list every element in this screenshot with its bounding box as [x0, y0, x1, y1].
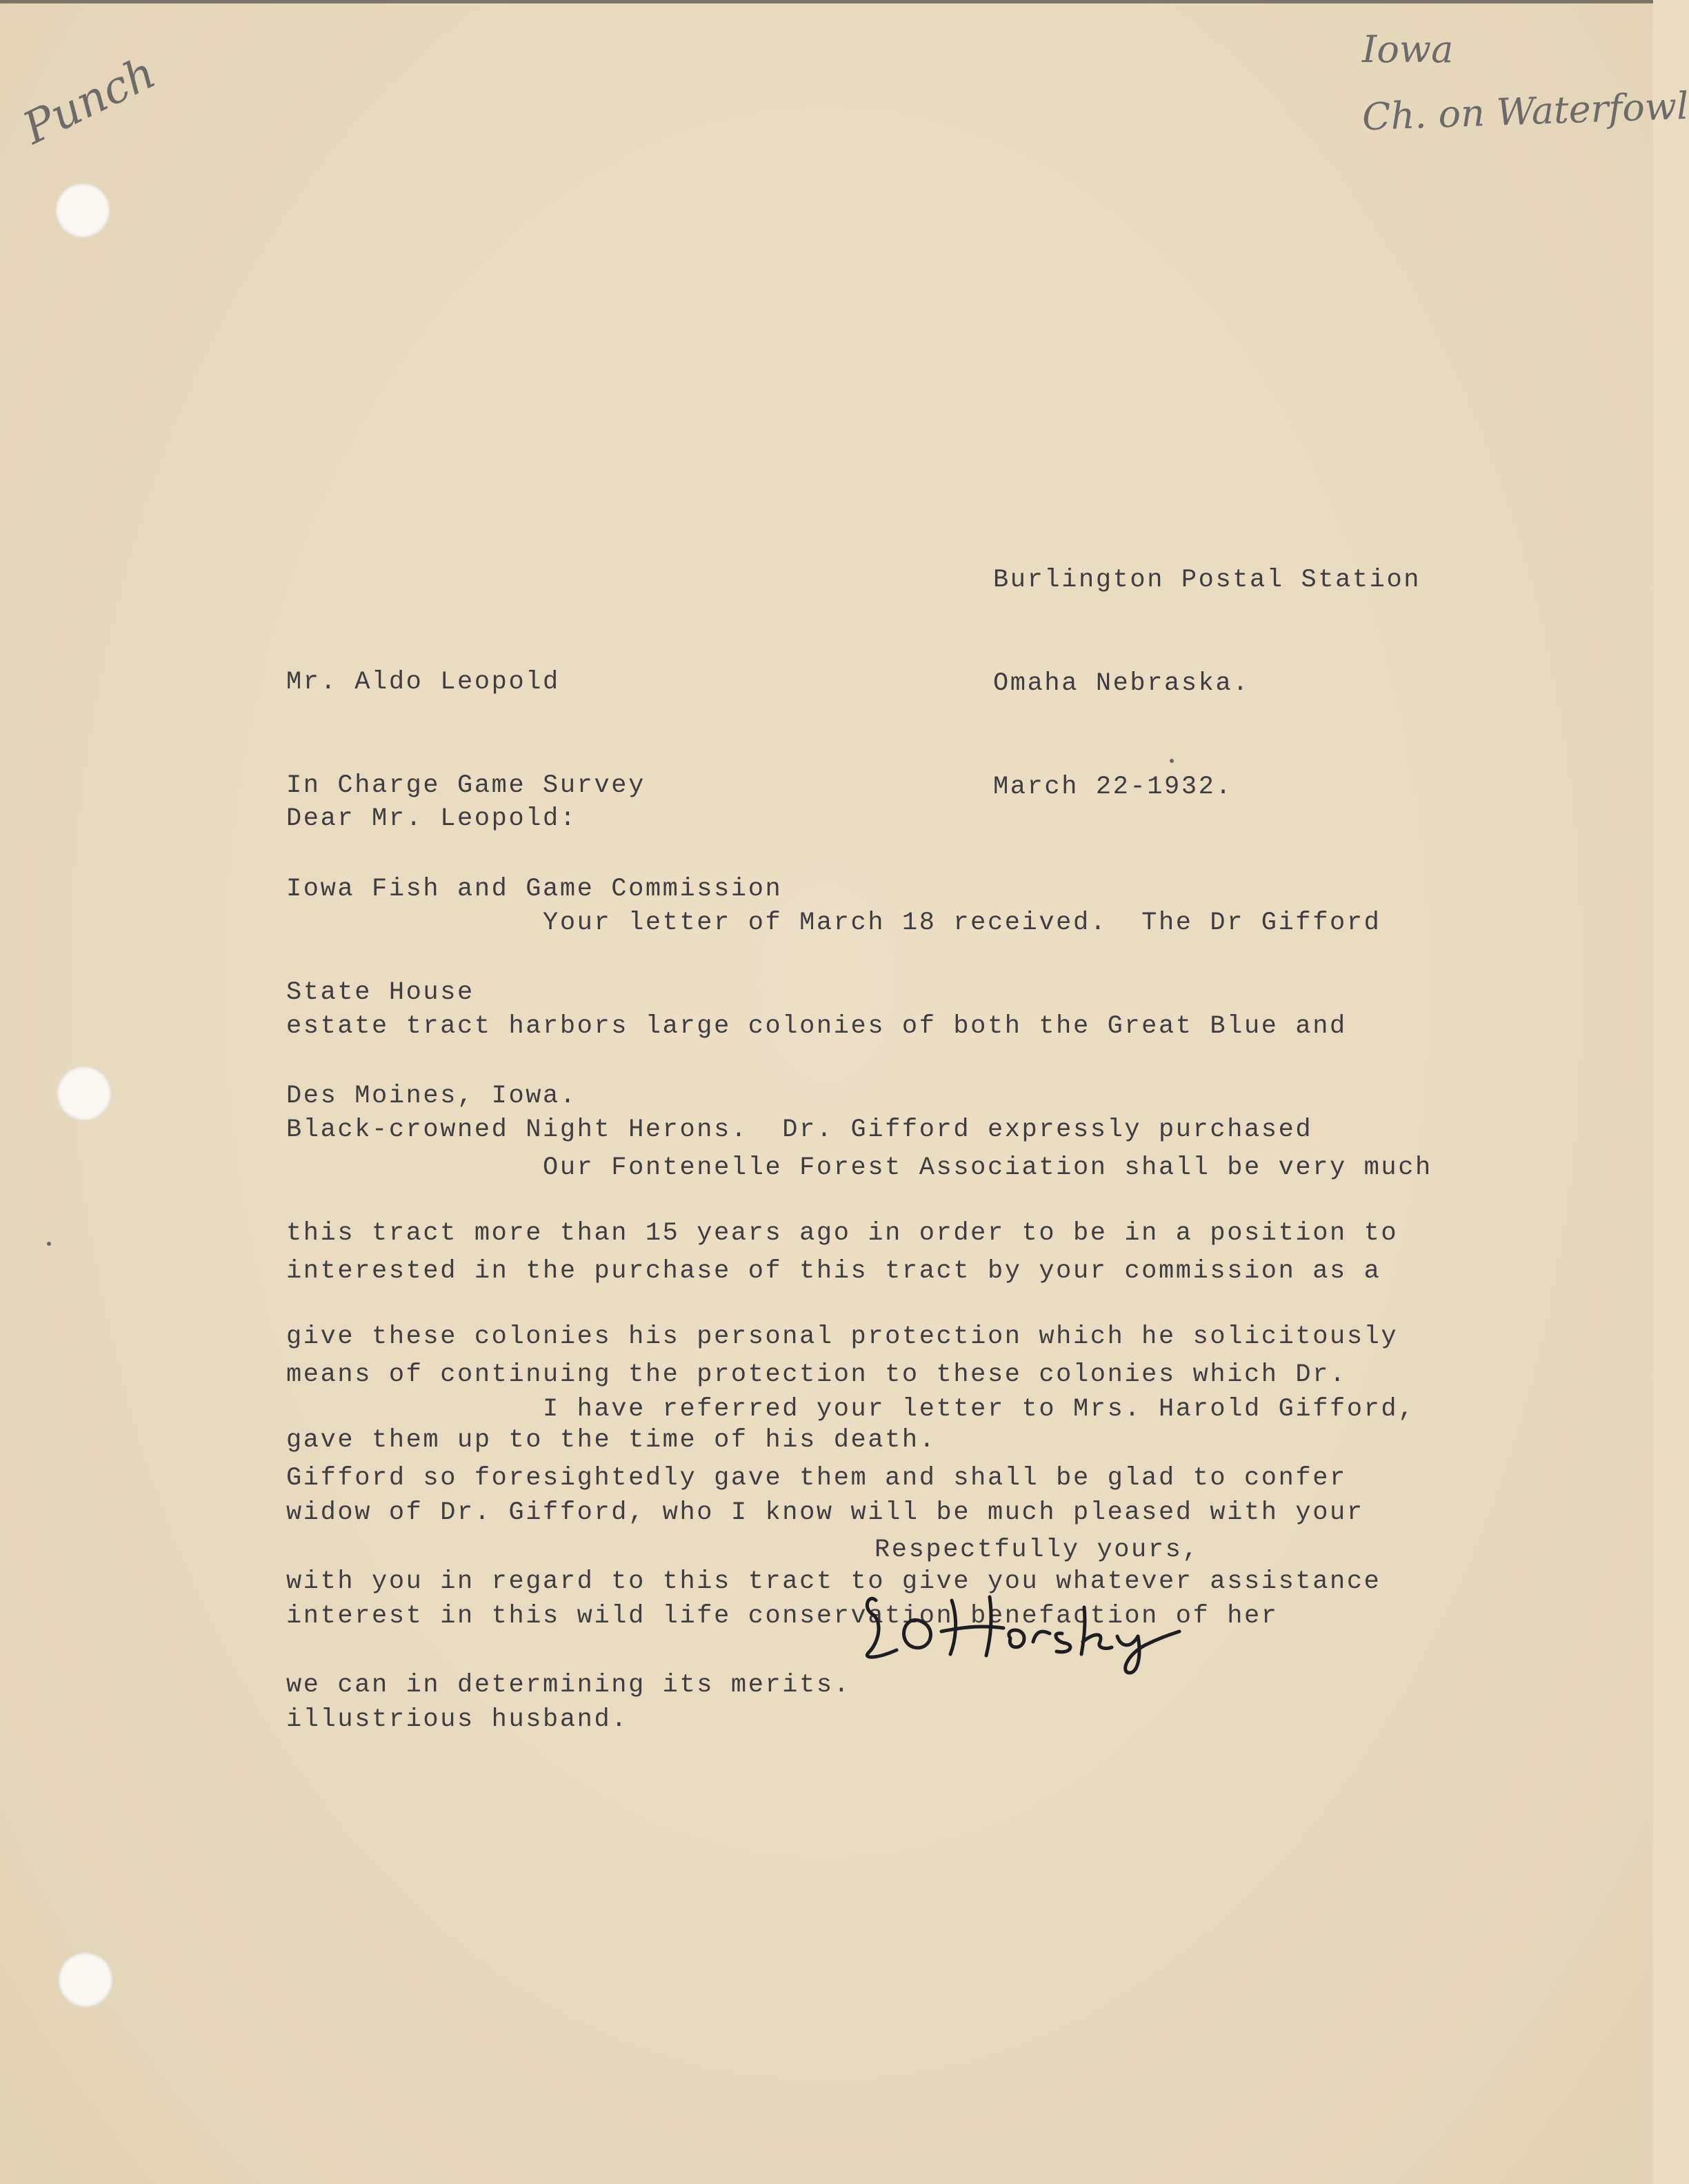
- body-line: Our Fontenelle Forest Association shall be very much: [286, 1153, 1432, 1182]
- body-line: estate tract harbors large colonies of both the Great Blue and: [286, 1012, 1347, 1041]
- body-line: interested in the purchase of this tract by your commission as a: [286, 1257, 1381, 1286]
- body-line: give these colonies his personal protection which he solicitously: [286, 1322, 1399, 1351]
- salutation: Dear Mr. Leopold:: [286, 804, 577, 833]
- top-edge-rule: [0, 0, 1653, 3]
- body-line: gave them up to the time of his death.: [286, 1426, 937, 1455]
- punch-hole-middle: [57, 1066, 112, 1121]
- body-line: interest in this wild life conservation benefaction of her: [286, 1602, 1279, 1631]
- punch-hole-bottom: [58, 1952, 113, 2007]
- sender-address-line: March 22-1932.: [993, 773, 1233, 802]
- sender-address-line: Burlington Postal Station: [993, 566, 1421, 595]
- body-line: widow of Dr. Gifford, who I know will be much pleased with your: [286, 1498, 1364, 1527]
- body-line: illustrious husband.: [286, 1705, 629, 1734]
- body-line: Your letter of March 18 received. The Dr Gifford: [286, 909, 1381, 937]
- punch-hole-top: [55, 183, 110, 238]
- body-line: means of continuing the protection to these colonies which Dr.: [286, 1360, 1347, 1389]
- pencil-note-iowa: Iowa: [1362, 28, 1454, 71]
- recipient-address-line: Iowa Fish and Game Commission: [286, 875, 783, 904]
- paragraph-3: [286, 1323, 1415, 1806]
- recipient-address-line: State House: [286, 978, 474, 1007]
- closing: Respectfully yours,: [875, 1536, 1200, 1565]
- handwritten-signature: [855, 1573, 1228, 1676]
- recipient-address-line: Des Moines, Iowa.: [286, 1082, 577, 1111]
- body-line: with you in regard to this tract to give you whatever assistance: [286, 1567, 1381, 1596]
- body-line: Gifford so foresightedly gave them and shall be glad to confer: [286, 1464, 1347, 1493]
- pencil-note-punch: Punch: [15, 47, 164, 155]
- sender-address-line: Omaha Nebraska.: [993, 669, 1250, 698]
- body-line: I have referred your letter to Mrs. Harold Gifford,: [286, 1395, 1416, 1424]
- recipient-address-line: In Charge Game Survey: [286, 771, 646, 800]
- body-line: this tract more than 15 years ago in order to be in a position to: [286, 1219, 1399, 1248]
- pencil-note-waterfowl: Ch. on Waterfowl: [1361, 83, 1689, 139]
- recipient-address-line: Mr. Aldo Leopold: [286, 668, 560, 697]
- sender-address: [993, 494, 1421, 873]
- paper-speck: [47, 1242, 51, 1246]
- body-line: Black-crowned Night Herons. Dr. Gifford expressly purchased: [286, 1115, 1313, 1144]
- body-line: we can in determining its merits.: [286, 1671, 851, 1700]
